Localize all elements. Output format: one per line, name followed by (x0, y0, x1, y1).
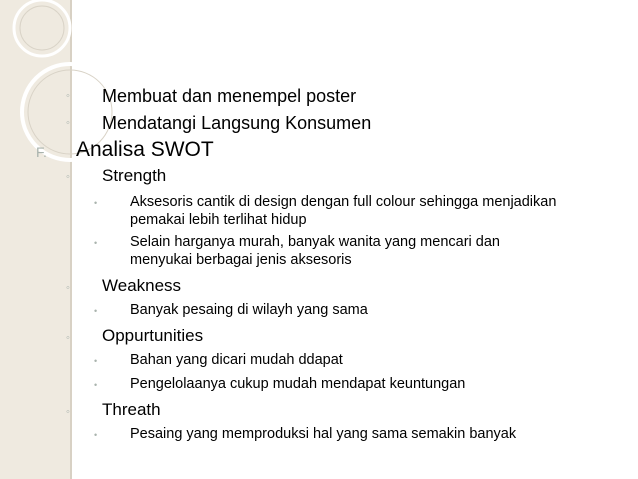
bullet-icon: ◦ (66, 90, 70, 102)
small-bullet-icon: • (94, 198, 98, 208)
small-bullet-icon: • (94, 430, 98, 440)
bullet-icon: ◦ (66, 117, 70, 129)
bullet-icon: ◦ (66, 406, 70, 418)
small-bullet-icon: • (94, 356, 98, 366)
strength-title: Strength (102, 166, 167, 185)
strength-item-2-line2: menyukai berbagai jenis aksesoris (130, 252, 352, 268)
strength-item-1-line1: Aksesoris cantik di design dengan full colour sehingga menjadikan (130, 194, 557, 210)
section-title: Analisa SWOT (76, 138, 214, 161)
bullet-icon: ◦ (66, 332, 70, 344)
strength-item-2-line1: Selain harganya murah, banyak wanita yang mencari dan (130, 234, 500, 250)
bullet-icon: ◦ (66, 171, 70, 183)
threath-item-1: Pesaing yang memproduksi hal yang sama semakin banyak (130, 426, 517, 442)
threath-title: Threath (102, 400, 161, 419)
top-item-2: Mendatangi Langsung Konsumen (102, 113, 372, 133)
opportunities-item-2: Pengelolaanya cukup mudah mendapat keuntungan (130, 376, 466, 392)
section-marker: F. (36, 144, 47, 160)
small-bullet-icon: • (94, 238, 98, 248)
small-bullet-icon: • (94, 380, 98, 390)
weakness-title: Weakness (102, 276, 182, 295)
strength-item-1-line2: pemakai lebih terlihat hidup (130, 212, 307, 228)
bullet-icon: ◦ (66, 282, 70, 294)
weakness-item-1: Banyak pesaing di wilayh yang sama (130, 302, 368, 318)
opportunities-item-1: Bahan yang dicari mudah ddapat (130, 352, 343, 368)
top-item-1: Membuat dan menempel poster (102, 86, 357, 106)
small-bullet-icon: • (94, 306, 98, 316)
opportunities-title: Oppurtunities (102, 326, 204, 345)
